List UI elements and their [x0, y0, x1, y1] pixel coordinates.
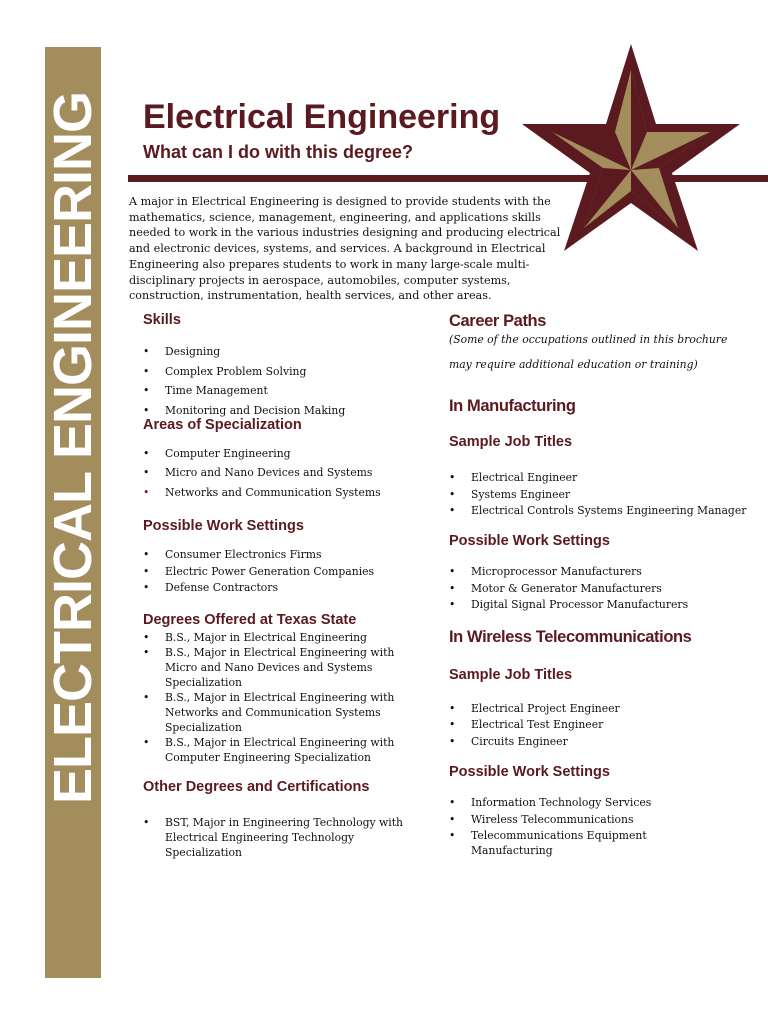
list-item: • Electric Power Generation Companies [143, 564, 428, 581]
list-item: • Consumer Electronics Firms [143, 547, 428, 564]
right-column [449, 312, 749, 858]
list-item: • Electrical Controls Systems Engineering Manager [449, 503, 749, 518]
list-item: • Complex Problem Solving [143, 364, 428, 379]
page-title: Electrical Engineering [143, 98, 501, 136]
list-item: • Micro and Nano Devices and Systems [143, 465, 428, 480]
list-item: • B.S., Major in Electrical Engineering with Computer Engineering Specialization [143, 735, 428, 765]
degrees-heading: Degrees Offered at Texas State [143, 611, 357, 628]
list-item: • Networks and Communication Systems [143, 485, 428, 500]
list-item: • Telecommunications Equipment Manufacturing [449, 828, 651, 858]
other-degrees-heading: Other Degrees and Certifications [143, 778, 370, 795]
list-item: • B.S., Major in Electrical Engineering with Micro and Nano Devices and Systems Specialization [143, 645, 428, 690]
list-item: • BST, Major in Engineering Technology with Electrical Engineering Technology Specialization [143, 815, 428, 860]
list-item: • Electrical Engineer [449, 470, 749, 487]
list-item: • B.S., Major in Electrical Engineering with Networks and Communication Systems Specialization [143, 690, 428, 735]
career-note-line2: may require additional education or training) [449, 358, 698, 371]
list-item: • Electrical Test Engineer [449, 717, 749, 734]
list-item: • Monitoring and Decision Making [143, 403, 428, 418]
list-item: • Microprocessor Manufacturers [449, 564, 749, 581]
work-settings-list [143, 547, 428, 597]
degrees-list [143, 630, 428, 765]
other-degrees-list [143, 815, 428, 860]
page-subtitle: What can I do with this degree? [143, 142, 414, 162]
wireless-heading: In Wireless Telecommunications [449, 627, 692, 646]
list-item: • Electrical Project Engineer [449, 701, 749, 718]
left-column [143, 312, 428, 860]
sidebar-title: ELECTRICAL ENGINEERING [43, 91, 103, 805]
list-item: • Information Technology Services [449, 795, 749, 812]
wireless-settings-heading: Possible Work Settings [449, 764, 610, 780]
manufacturing-settings-heading: Possible Work Settings [449, 533, 610, 549]
list-item: • Digital Signal Processor Manufacturers [449, 597, 749, 614]
manufacturing-settings-list [449, 564, 749, 614]
work-settings-heading: Possible Work Settings [143, 518, 304, 535]
skills-heading: Skills [143, 312, 181, 328]
skills-list [143, 344, 428, 418]
manufacturing-jobs-list [449, 470, 749, 518]
list-item: • Systems Engineer [449, 487, 749, 504]
career-note-line1: (Some of the occupations outlined in this brochure [449, 333, 728, 346]
intro-paragraph: A major in Electrical Engineering is designed to provide students with the mathematics, science, management, engineering, and applications skills needed to work in the various industries designing and producing electrical and electronic devices, systems, and services. A background in Electrical Engineering also prepares students to work in many large-scale multi-disciplinary projects in aerospace, automobiles, computer systems, construction, instrumentation, health services, and other areas. [129, 195, 561, 303]
wireless-jobs-list [449, 701, 749, 751]
list-item: • Wireless Telecommunications [449, 812, 749, 829]
manufacturing-jobs-heading: Sample Job Titles [449, 434, 573, 450]
list-item: • Motor & Generator Manufacturers [449, 581, 749, 598]
list-item: • Defense Contractors [143, 580, 428, 597]
career-paths-heading: Career Paths [449, 312, 547, 330]
specialization-heading: Areas of Specialization [143, 416, 302, 433]
list-item: • Time Management [143, 383, 428, 398]
manufacturing-heading: In Manufacturing [449, 397, 576, 415]
list-item: • Circuits Engineer [449, 734, 749, 751]
list-item: • Designing [143, 344, 428, 359]
list-item: • Computer Engineering [143, 446, 428, 461]
wireless-settings-list [449, 795, 749, 858]
wireless-jobs-heading: Sample Job Titles [449, 666, 573, 683]
specialization-list [143, 446, 428, 500]
list-item: • B.S., Major in Electrical Engineering [143, 630, 428, 645]
